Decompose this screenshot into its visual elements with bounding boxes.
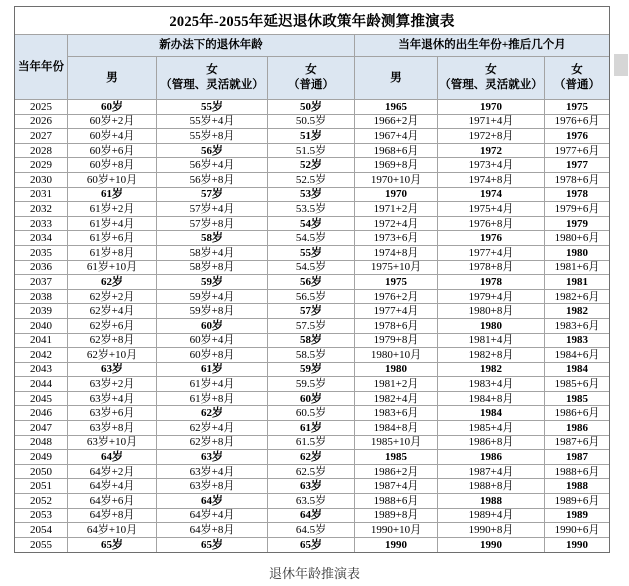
female-ordinary-age-cell: 51岁 [268,129,355,143]
table-row [15,246,609,261]
table-row [15,275,609,290]
year-cell: 2044 [15,377,68,391]
table-row [15,290,609,305]
male-birth-cell: 1970+10月 [355,173,438,187]
male-birth-cell: 1984+8月 [355,421,438,435]
male-birth-cell: 1981+2月 [355,377,438,391]
male-birth-cell: 1980 [355,363,438,377]
age-male-header-label: 男 [106,71,118,84]
year-cell: 2036 [15,261,68,275]
female-management-age-cell: 57岁+4月 [157,202,268,216]
female-ordinary-age-cell: 56岁 [268,275,355,289]
female-ordinary-age-cell: 59岁 [268,363,355,377]
male-birth-cell: 1966+2月 [355,115,438,129]
age-group-header: 新办法下的退休年龄 [68,35,355,57]
birth-female-ordinary-header-label: 女 [571,64,583,76]
female-management-age-cell: 63岁+4月 [157,465,268,479]
male-age-cell: 61岁 [68,188,157,202]
female-ordinary-age-cell: 57岁 [268,304,355,318]
female-ordinary-age-cell: 54.5岁 [268,231,355,245]
female-management-age-cell: 65岁 [157,538,268,553]
age-female-ordinary-header [268,57,355,100]
birth-male-header [355,57,438,100]
table-row [15,115,609,130]
female-management-age-cell: 63岁 [157,450,268,464]
scrollbar-thumb[interactable] [614,54,628,76]
female-management-age-cell: 64岁+8月 [157,523,268,537]
table-row [15,217,609,232]
year-cell: 2037 [15,275,68,289]
female-ordinary-birth-cell: 1979+6月 [554,202,600,215]
female-management-birth-cell: 1983+4月 [438,377,545,391]
female-management-age-cell: 61岁+8月 [157,392,268,406]
female-ordinary-age-cell: 55岁 [268,246,355,260]
table-row [15,188,609,203]
female-management-birth-cell: 1982 [438,363,545,377]
female-ordinary-age-cell: 51.5岁 [268,144,355,158]
table-row [15,450,609,465]
female-ordinary-age-cell: 59.5岁 [268,377,355,391]
male-age-cell: 64岁+4月 [68,479,157,493]
female-management-age-cell: 63岁+8月 [157,479,268,493]
female-management-birth-cell: 1984 [438,406,545,420]
female-ordinary-age-cell: 57.5岁 [268,319,355,333]
male-birth-cell: 1965 [355,100,438,114]
age-female-management-header-label: 女 [206,64,218,76]
female-management-birth-cell: 1973+4月 [438,158,545,172]
female-ordinary-age-cell: 54.5岁 [268,261,355,275]
male-birth-cell: 1982+4月 [355,392,438,406]
female-ordinary-age-cell: 54岁 [268,217,355,231]
male-birth-cell: 1979+8月 [355,334,438,348]
female-ordinary-birth-cell: 1983 [566,334,588,347]
female-ordinary-age-cell: 62.5岁 [268,465,355,479]
table-row [15,363,609,378]
female-management-age-cell: 58岁+8月 [157,261,268,275]
year-cell: 2053 [15,509,68,523]
female-management-age-cell: 55岁+4月 [157,115,268,129]
male-age-cell: 64岁 [68,450,157,464]
male-age-cell: 63岁 [68,363,157,377]
table-row [15,421,609,436]
female-management-age-cell: 60岁 [157,319,268,333]
table-row [15,523,609,538]
female-ordinary-age-cell: 61岁 [268,421,355,435]
table-row [15,494,609,509]
male-age-cell: 62岁+8月 [68,334,157,348]
female-ordinary-birth-cell: 1986 [566,421,588,434]
age-female-management-header-note: （管理、灵活就业） [160,79,264,91]
female-ordinary-age-cell: 58岁 [268,334,355,348]
male-age-cell: 60岁+6月 [68,144,157,158]
male-birth-cell: 1978+6月 [355,319,438,333]
female-ordinary-birth-cell: 1985+6月 [554,378,600,391]
male-age-cell: 64岁+10月 [68,523,157,537]
female-management-age-cell: 59岁+8月 [157,304,268,318]
female-management-age-cell: 58岁 [157,231,268,245]
male-birth-cell: 1977+4月 [355,304,438,318]
male-age-cell: 64岁+8月 [68,509,157,523]
female-management-age-cell: 57岁 [157,188,268,202]
year-cell: 2039 [15,304,68,318]
female-ordinary-age-cell: 64.5岁 [268,523,355,537]
table-row [15,231,609,246]
male-birth-cell: 1989+8月 [355,509,438,523]
female-ordinary-age-cell: 60岁 [268,392,355,406]
female-management-birth-cell: 1986+8月 [438,436,545,450]
male-birth-cell: 1969+8月 [355,158,438,172]
male-birth-cell: 1967+4月 [355,129,438,143]
female-ordinary-birth-cell: 1977 [566,159,588,172]
table-caption: 退休年龄推演表 [268,566,360,581]
male-birth-cell: 1990 [355,538,438,553]
male-birth-cell: 1971+2月 [355,202,438,216]
female-management-age-cell: 59岁+4月 [157,290,268,304]
male-age-cell: 63岁+4月 [68,392,157,406]
female-management-age-cell: 56岁+4月 [157,158,268,172]
birth-female-management-header-note: （管理、灵活就业） [439,79,543,91]
female-ordinary-age-cell: 58.5岁 [268,348,355,362]
female-ordinary-birth-cell: 1983+6月 [554,319,600,332]
female-ordinary-age-cell: 63岁 [268,479,355,493]
age-male-header [68,57,157,100]
year-column-header: 当年年份 [15,35,68,100]
female-management-birth-cell: 1976+8月 [438,217,545,231]
female-management-birth-cell: 1980+8月 [438,304,545,318]
female-management-age-cell: 56岁+8月 [157,173,268,187]
year-cell: 2035 [15,246,68,260]
female-management-age-cell: 61岁 [157,363,268,377]
male-age-cell: 63岁+8月 [68,421,157,435]
male-birth-cell: 1988+6月 [355,494,438,508]
birth-female-management-header [438,57,545,100]
female-ordinary-birth-cell: 1981 [566,275,588,288]
female-management-age-cell: 58岁+4月 [157,246,268,260]
year-cell: 2034 [15,231,68,245]
birth-female-ordinary-header [545,57,609,100]
female-ordinary-birth-cell: 1984+6月 [554,348,600,361]
female-management-birth-cell: 1976 [438,231,545,245]
male-age-cell: 64岁+6月 [68,494,157,508]
female-management-birth-cell: 1985+4月 [438,421,545,435]
table-row [15,173,609,188]
male-birth-cell: 1987+4月 [355,479,438,493]
female-ordinary-birth-cell: 1988+6月 [554,465,600,478]
female-management-age-cell: 60岁+8月 [157,348,268,362]
male-birth-cell: 1985 [355,450,438,464]
year-cell: 2051 [15,479,68,493]
female-ordinary-birth-cell: 1990+6月 [554,524,600,537]
male-age-cell: 60岁 [68,100,157,114]
male-age-cell: 62岁+2月 [68,290,157,304]
female-management-birth-cell: 1987+4月 [438,465,545,479]
year-cell: 2030 [15,173,68,187]
year-cell: 2042 [15,348,68,362]
birth-male-header-label: 男 [390,71,402,84]
year-cell: 2027 [15,129,68,143]
female-ordinary-birth-cell: 1982+6月 [554,290,600,303]
female-management-birth-cell: 1971+4月 [438,115,545,129]
female-ordinary-age-cell: 62岁 [268,450,355,464]
year-cell: 2055 [15,538,68,553]
retirement-age-table [14,6,610,553]
female-management-age-cell: 64岁 [157,494,268,508]
female-management-age-cell: 59岁 [157,275,268,289]
table-row [15,436,609,451]
female-ordinary-birth-cell: 1986+6月 [554,407,600,420]
year-cell: 2047 [15,421,68,435]
table-row [15,348,609,363]
female-ordinary-age-cell: 53岁 [268,188,355,202]
female-ordinary-birth-cell: 1979 [566,217,588,230]
female-ordinary-birth-cell: 1976+6月 [554,115,600,128]
male-age-cell: 62岁+10月 [68,348,157,362]
year-cell: 2029 [15,158,68,172]
male-birth-cell: 1990+10月 [355,523,438,537]
female-management-age-cell: 55岁 [157,100,268,114]
female-management-age-cell: 62岁 [157,406,268,420]
table-header [15,35,609,100]
male-birth-cell: 1976+2月 [355,290,438,304]
female-management-age-cell: 61岁+4月 [157,377,268,391]
male-birth-cell: 1970 [355,188,438,202]
table-title: 2025年-2055年延迟退休政策年龄测算推演表 [15,7,609,35]
female-ordinary-birth-cell: 1978+6月 [554,173,600,186]
male-age-cell: 64岁+2月 [68,465,157,479]
male-age-cell: 61岁+4月 [68,217,157,231]
male-age-cell: 63岁+10月 [68,436,157,450]
female-ordinary-birth-cell: 1984 [566,363,588,376]
year-cell: 2040 [15,319,68,333]
male-age-cell: 63岁+6月 [68,406,157,420]
female-management-birth-cell: 1972+8月 [438,129,545,143]
female-management-birth-cell: 1981+4月 [438,334,545,348]
male-birth-cell: 1986+2月 [355,465,438,479]
male-age-cell: 62岁 [68,275,157,289]
male-birth-cell: 1973+6月 [355,231,438,245]
table-row [15,202,609,217]
female-ordinary-age-cell: 63.5岁 [268,494,355,508]
year-cell: 2032 [15,202,68,216]
female-ordinary-birth-cell: 1975 [566,100,588,113]
male-birth-cell: 1985+10月 [355,436,438,450]
female-ordinary-birth-cell: 1989 [566,509,588,522]
female-ordinary-age-cell: 60.5岁 [268,406,355,420]
female-management-birth-cell: 1974+8月 [438,173,545,187]
table-row [15,304,609,319]
female-ordinary-birth-cell: 1985 [566,392,588,405]
age-female-ordinary-header-label: 女 [305,64,317,76]
female-management-birth-cell: 1975+4月 [438,202,545,216]
female-management-birth-cell: 1990 [438,538,545,553]
female-ordinary-birth-cell: 1977+6月 [554,144,600,157]
male-age-cell: 61岁+10月 [68,261,157,275]
male-age-cell: 60岁+4月 [68,129,157,143]
female-management-age-cell: 57岁+8月 [157,217,268,231]
female-management-birth-cell: 1984+8月 [438,392,545,406]
female-ordinary-birth-cell: 1989+6月 [554,494,600,507]
male-age-cell: 61岁+6月 [68,231,157,245]
year-cell: 2026 [15,115,68,129]
female-ordinary-age-cell: 61.5岁 [268,436,355,450]
female-management-birth-cell: 1977+4月 [438,246,545,260]
year-cell: 2050 [15,465,68,479]
age-female-ordinary-header-note: （普通） [288,79,334,91]
female-management-birth-cell: 1978+8月 [438,261,545,275]
table-row [15,334,609,349]
female-ordinary-birth-cell: 1980+6月 [554,232,600,245]
male-age-cell: 63岁+2月 [68,377,157,391]
female-management-birth-cell: 1989+4月 [438,509,545,523]
male-age-cell: 65岁 [68,538,157,553]
female-management-age-cell: 62岁+8月 [157,436,268,450]
male-birth-cell: 1975 [355,275,438,289]
year-cell: 2048 [15,436,68,450]
birth-female-management-header-label: 女 [485,64,497,76]
table-row [15,479,609,494]
female-ordinary-age-cell: 52.5岁 [268,173,355,187]
male-birth-cell: 1975+10月 [355,261,438,275]
female-management-birth-cell: 1978 [438,275,545,289]
female-ordinary-age-cell: 52岁 [268,158,355,172]
table-row [15,100,609,115]
female-management-age-cell: 64岁+4月 [157,509,268,523]
female-ordinary-age-cell: 50岁 [268,100,355,114]
female-management-age-cell: 56岁 [157,144,268,158]
male-birth-cell: 1974+8月 [355,246,438,260]
female-management-birth-cell: 1988+8月 [438,479,545,493]
male-birth-cell: 1972+4月 [355,217,438,231]
female-ordinary-age-cell: 50.5岁 [268,115,355,129]
year-cell: 2045 [15,392,68,406]
male-age-cell: 62岁+6月 [68,319,157,333]
female-ordinary-age-cell: 56.5岁 [268,290,355,304]
year-cell: 2038 [15,290,68,304]
table-row [15,406,609,421]
male-birth-cell: 1980+10月 [355,348,438,362]
female-management-birth-cell: 1980 [438,319,545,333]
female-ordinary-age-cell: 64岁 [268,509,355,523]
male-birth-cell: 1968+6月 [355,144,438,158]
female-management-birth-cell: 1974 [438,188,545,202]
female-management-birth-cell: 1982+8月 [438,348,545,362]
year-cell: 2043 [15,363,68,377]
female-management-age-cell: 62岁+4月 [157,421,268,435]
female-ordinary-age-cell: 65岁 [268,538,355,553]
female-ordinary-birth-cell: 1980 [566,246,588,259]
age-female-management-header [157,57,268,100]
male-age-cell: 61岁+8月 [68,246,157,260]
female-management-birth-cell: 1972 [438,144,545,158]
table-row [15,538,609,553]
female-ordinary-birth-cell: 1982 [566,305,588,318]
table-row [15,158,609,173]
year-cell: 2046 [15,406,68,420]
year-cell: 2031 [15,188,68,202]
male-age-cell: 60岁+2月 [68,115,157,129]
table-row [15,377,609,392]
year-cell: 2052 [15,494,68,508]
table-body [15,100,609,552]
year-cell: 2033 [15,217,68,231]
year-cell: 2025 [15,100,68,114]
female-ordinary-birth-cell: 1988 [566,480,588,493]
table-row [15,319,609,334]
birth-female-ordinary-header-note: （普通） [554,79,600,91]
year-cell: 2049 [15,450,68,464]
male-age-cell: 60岁+10月 [68,173,157,187]
female-management-birth-cell: 1990+8月 [438,523,545,537]
female-management-birth-cell: 1986 [438,450,545,464]
male-age-cell: 62岁+4月 [68,304,157,318]
female-ordinary-birth-cell: 1987+6月 [554,436,600,449]
male-birth-cell: 1983+6月 [355,406,438,420]
table-row [15,465,609,480]
female-ordinary-birth-cell: 1987 [566,451,588,464]
table-row [15,261,609,276]
female-management-birth-cell: 1979+4月 [438,290,545,304]
table-row [15,392,609,407]
female-ordinary-age-cell: 53.5岁 [268,202,355,216]
female-management-birth-cell: 1988 [438,494,545,508]
female-management-age-cell: 55岁+8月 [157,129,268,143]
table-row [15,509,609,524]
male-age-cell: 60岁+8月 [68,158,157,172]
year-cell: 2054 [15,523,68,537]
birth-group-header: 当年退休的出生年份+推后几个月 [355,35,609,57]
female-ordinary-birth-cell: 1976 [566,129,588,142]
table-row [15,129,609,144]
year-cell: 2041 [15,334,68,348]
year-cell: 2028 [15,144,68,158]
female-ordinary-birth-cell: 1990 [566,539,588,552]
female-ordinary-birth-cell: 1978 [566,188,588,201]
male-age-cell: 61岁+2月 [68,202,157,216]
table-row [15,144,609,159]
female-management-age-cell: 60岁+4月 [157,334,268,348]
female-ordinary-birth-cell: 1981+6月 [554,261,600,274]
female-management-birth-cell: 1970 [438,100,545,114]
